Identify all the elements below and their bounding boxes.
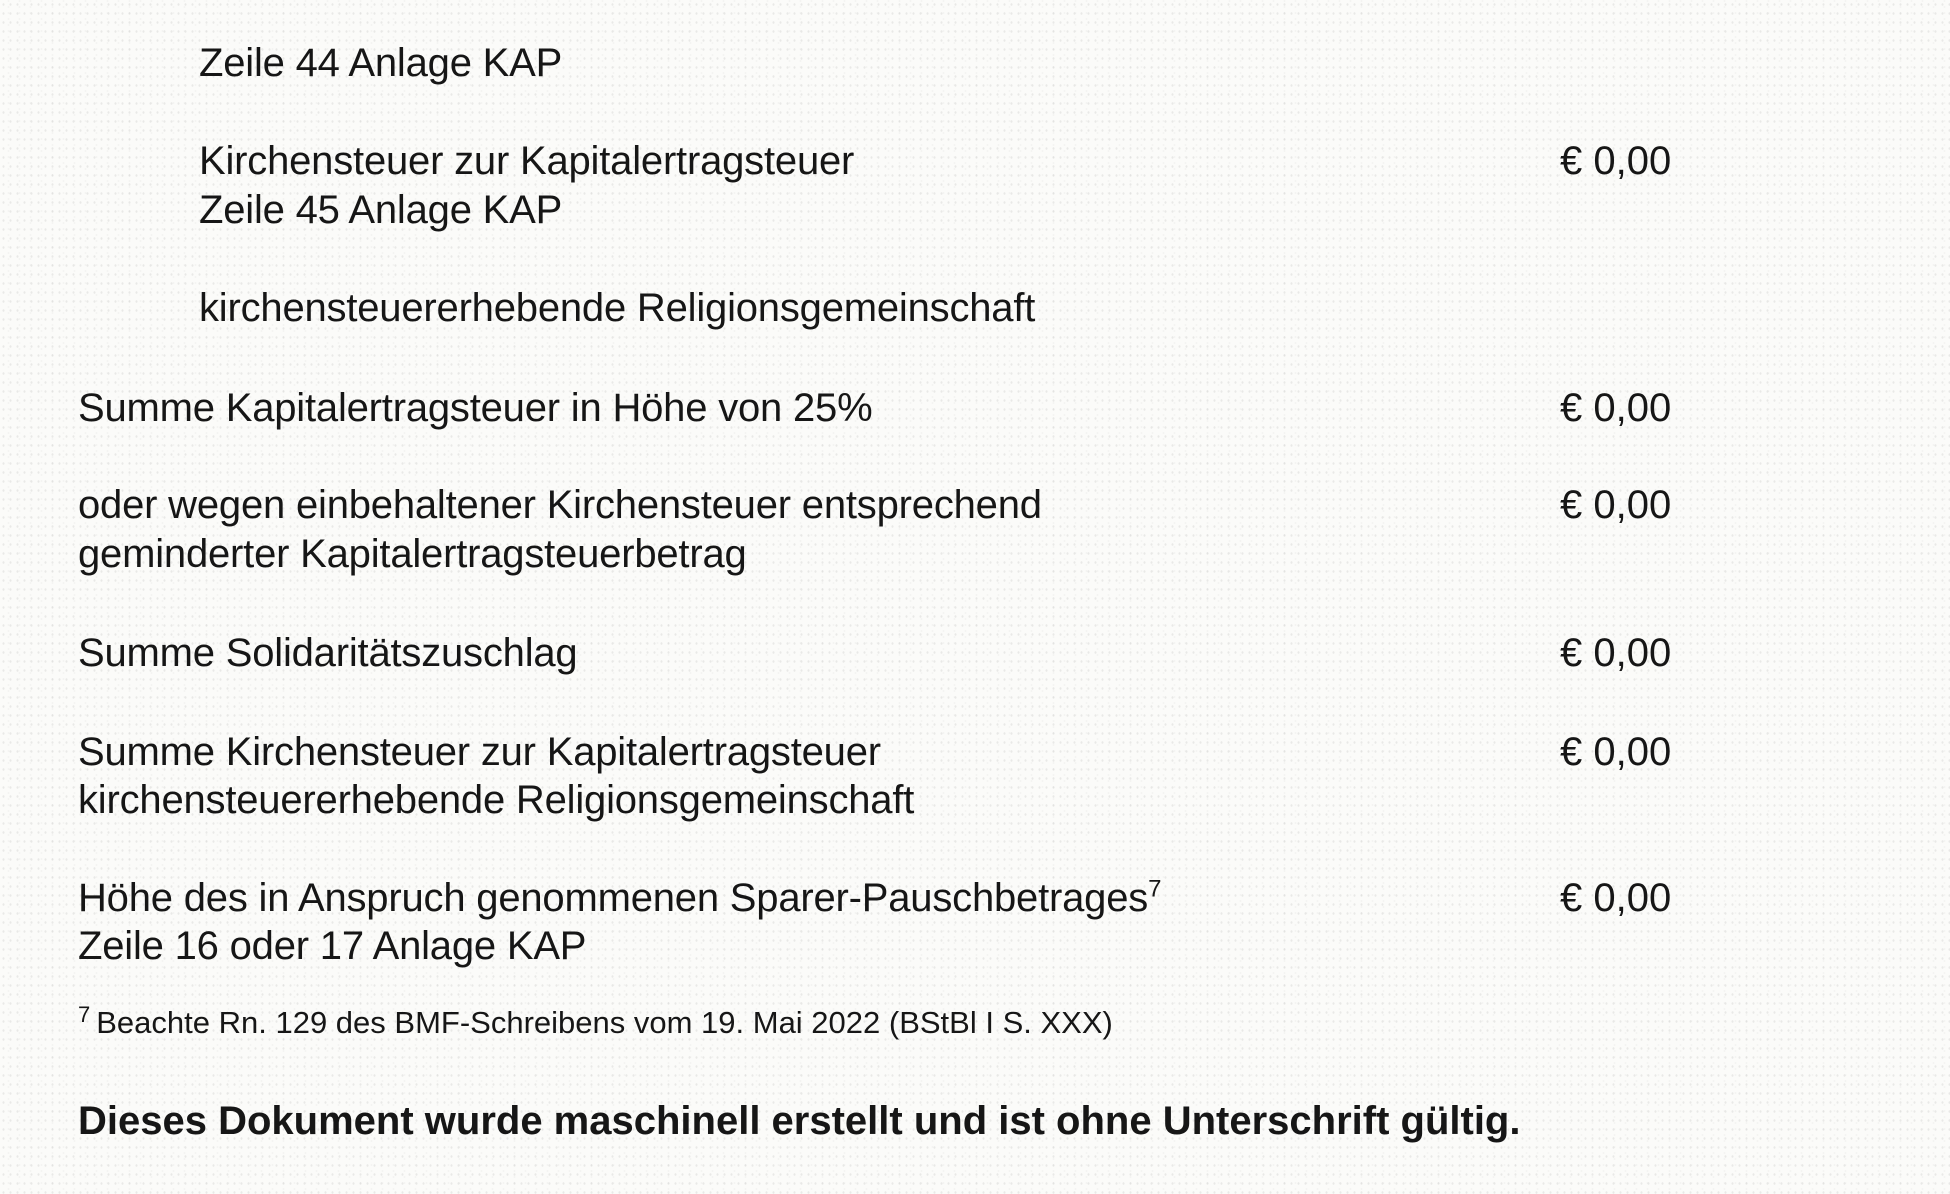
amount-solidaritaetszuschlag: € 0,00 (1560, 631, 1672, 675)
row-label-sparer-pauschbetrag-line1 (78, 874, 1161, 923)
row-label-geminderter-line2: geminderter Kapitalertragsteuerbetrag (78, 532, 747, 576)
row-label-zeile-45: Zeile 45 Anlage KAP (199, 188, 563, 232)
amount-sparer-pauschbetrag: € 0,00 (1560, 876, 1672, 920)
row-label-zeile-44: Zeile 44 Anlage KAP (199, 41, 563, 85)
row-label-geminderter-line1: oder wegen einbehaltener Kirchensteuer entsprechend (78, 483, 1042, 527)
footnote-reference: 7 (1148, 875, 1162, 903)
row-label-religionsgemeinschaft: kirchensteuererhebende Religionsgemeinschaft (199, 286, 1036, 330)
footnote (78, 1003, 1113, 1043)
footnote-text: Beachte Rn. 129 des BMF-Schreibens vom 19. Mai 2022 (BStBl I S. XXX) (96, 1005, 1113, 1040)
row-label-solidaritaetszuschlag: Summe Solidaritätszuschlag (78, 631, 578, 675)
amount-summe-kirchensteuer: € 0,00 (1560, 730, 1672, 774)
amount-summe-kapitalertragsteuer: € 0,00 (1560, 386, 1672, 430)
footnote-marker: 7 (78, 1001, 91, 1027)
row-label-kirchensteuer: Kirchensteuer zur Kapitalertragsteuer (199, 139, 855, 183)
sparer-pauschbetrag-text: Höhe des in Anspruch genommenen Sparer-Pauschbetrages (78, 876, 1149, 920)
amount-geminderter-kapitalertragsteuer: € 0,00 (1560, 483, 1672, 527)
validity-notice: Dieses Dokument wurde maschinell erstellt und ist ohne Unterschrift gültig. (78, 1099, 1521, 1143)
row-label-summe-kirchensteuer-line1: Summe Kirchensteuer zur Kapitalertragsteuer (78, 730, 881, 774)
row-label-summe-kapitalertragsteuer: Summe Kapitalertragsteuer in Höhe von 25% (78, 386, 873, 430)
row-label-sparer-pauschbetrag-line2: Zeile 16 oder 17 Anlage KAP (78, 924, 587, 968)
row-label-summe-kirchensteuer-line2: kirchensteuererhebende Religionsgemeinschaft (78, 778, 915, 822)
amount-kirchensteuer: € 0,00 (1560, 139, 1672, 183)
